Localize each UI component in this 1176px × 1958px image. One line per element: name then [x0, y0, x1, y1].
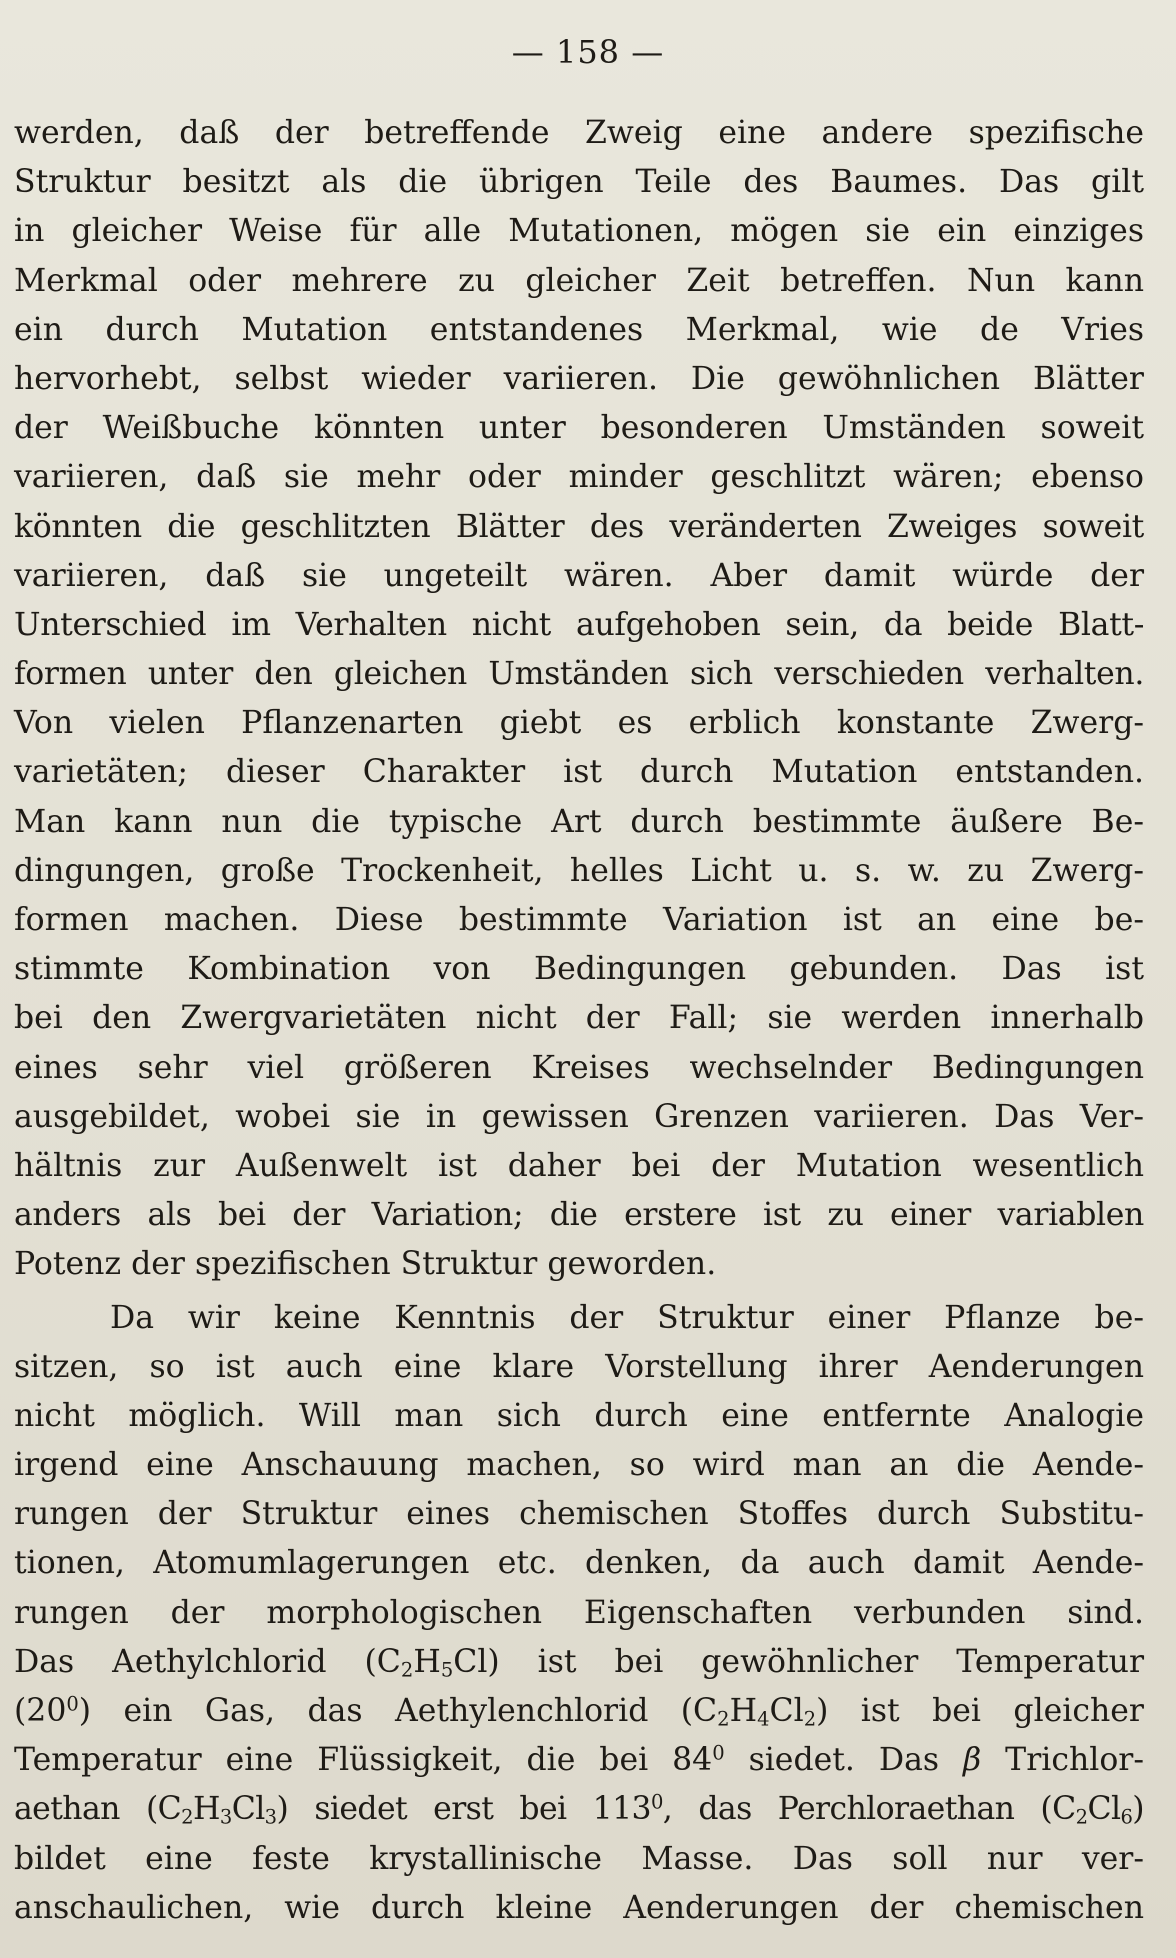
paragraph-first-line: Da wir keine Kenntnis der Struktur einer Pflanze be- [110, 1299, 1144, 1336]
text-line-formula: Das Aethylchlorid $(C_2H_5Cl)$ ist bei gewöhnlicher Temperatur [14, 1643, 1145, 1682]
text-line: hervorhebt, selbst wieder variieren. Die gewöhnlichen Blätter [14, 360, 1144, 397]
text-line: variieren, daß sie mehr oder minder geschlitzt wären; ebenso [14, 459, 1144, 496]
text-line: bei den Zwergvarietäten nicht der Fall; sie werden innerhalb [14, 1000, 1144, 1037]
text-line: dingungen, große Trockenheit, helles Licht u. s. w. zu Zwerg- [14, 852, 1144, 889]
text-line: Man kann nun die typische Art durch bestimmte äußere Be- [14, 803, 1144, 840]
text-line: formen machen. Diese bestimmte Variation ist an eine be- [14, 902, 1144, 938]
text-line: ausgebildet, wobei sie in gewissen Grenzen variieren. Das Ver- [14, 1098, 1144, 1135]
text-line: stimmte Kombination von Bedingungen gebunden. Das ist [14, 951, 1144, 988]
text-line: anschaulichen, wie durch kleine Aenderungen der chemischen [14, 1889, 1144, 1926]
text-line: nicht möglich. Will man sich durch eine entfernte Analogie [14, 1397, 1144, 1434]
text-line: variieren, daß sie ungeteilt wären. Aber damit würde der [14, 557, 1144, 594]
text-line: bildet eine feste krystallinische Masse. Das soll nur ver- [14, 1840, 1144, 1877]
text-line: eines sehr viel größeren Kreises wechselnder Bedingungen [14, 1049, 1144, 1086]
text-line: ein durch Mutation entstandenes Merkmal, wie de Vries [14, 311, 1144, 348]
text-line: Von vielen Pflanzenarten giebt es erblich konstante Zwerg- [14, 705, 1144, 742]
text-line: hältnis zur Außenwelt ist daher bei der Mutation wesentlich [14, 1147, 1144, 1184]
text-line: Merkmal oder mehrere zu gleicher Zeit betreffen. Nun kann [14, 262, 1144, 299]
text-line: in gleicher Weise für alle Mutationen, mögen sie ein einziges [14, 213, 1144, 250]
text-line-formula: aethan $(C_2H_3Cl_3)$ siedet erst bei $113^0$, das Perchloraethan $(C_2Cl_6)$ [14, 1790, 1144, 1829]
text-line: Unterschied im Verhalten nicht aufgehoben sein, da beide Blatt- [14, 606, 1144, 643]
page-number-header: — 158 — [511, 33, 665, 71]
text-line: könnten die geschlitzten Blätter des veränderten Zweiges soweit [14, 508, 1144, 545]
text-line: formen unter den gleichen Umständen sich verschieden verhalten. [14, 656, 1144, 693]
text-line: varietäten; dieser Charakter ist durch Mutation entstanden. [14, 754, 1144, 791]
text-line-formula: Temperatur eine Flüssigkeit, die bei $84^0$ siedet. Das β Trichlor- [14, 1741, 1144, 1779]
text-line: rungen der Struktur eines chemischen Stoffes durch Substitu- [14, 1496, 1144, 1533]
text-line: sitzen, so ist auch eine klare Vorstellung ihrer Aenderungen [14, 1348, 1144, 1385]
text-line: irgend eine Anschauung machen, so wird man an die Aende- [14, 1447, 1144, 1484]
text-line: rungen der morphologischen Eigenschaften verbunden sind. [14, 1594, 1144, 1631]
body-text [14, 109, 1144, 1933]
text-line: Struktur besitzt als die übrigen Teile des Baumes. Das gilt [14, 164, 1144, 201]
text-line: tionen, Atomumlagerungen etc. denken, da auch damit Aende- [14, 1545, 1144, 1582]
text-line: anders als bei der Variation; die erstere ist zu einer variablen [14, 1197, 1144, 1234]
text-line-formula: $(20^0)$ ein Gas, das Aethylenchlorid $(C_2H_4Cl_2)$ ist bei gleicher [14, 1692, 1144, 1731]
text-line: der Weißbuche könnten unter besonderen Umständen soweit [14, 410, 1144, 447]
text-line: werden, daß der betreffende Zweig eine andere spezifische [14, 115, 1144, 151]
paragraph-end-line: Potenz der spezifischen Struktur geworden. [14, 1246, 717, 1283]
